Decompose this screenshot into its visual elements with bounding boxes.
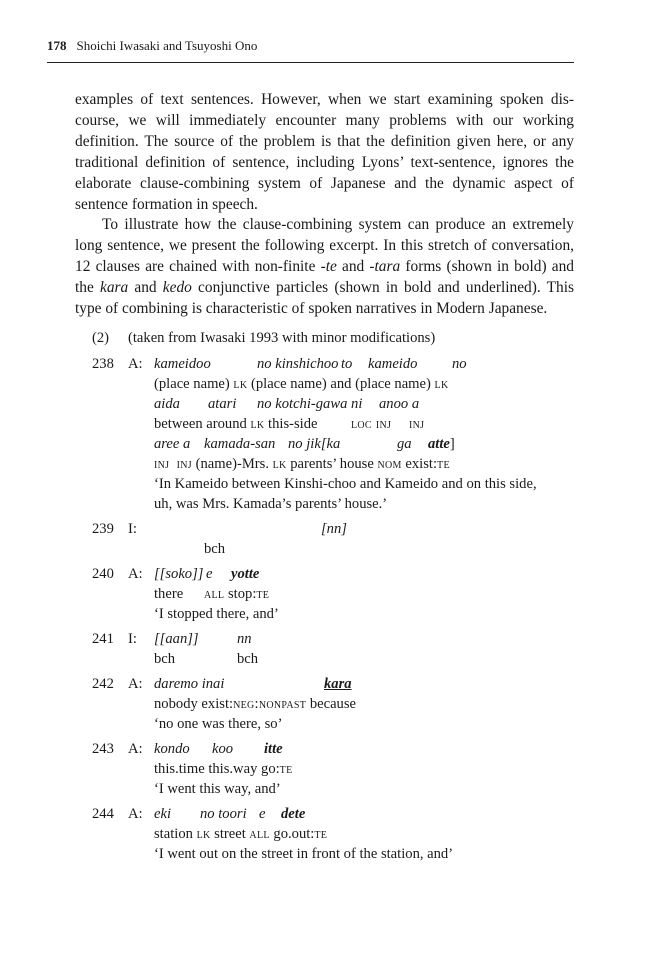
word: no kotchi-gawa ni (257, 396, 363, 412)
word: koo (212, 741, 234, 757)
speaker-238: A: (128, 356, 143, 372)
speaker-242: A: (128, 676, 143, 692)
translation-243: ‘I went this way, and’ (154, 781, 281, 797)
line-num-244: 244 (92, 806, 114, 822)
p2-kara: kara (99, 279, 129, 297)
word: to (341, 356, 353, 372)
word: daremo inai (154, 676, 225, 692)
speaker-243: A: (128, 741, 143, 757)
word: aree a (154, 436, 191, 452)
word: atari (208, 396, 237, 412)
gloss-238-3: inj inj (name)-Mrs. lk parents’ house nom exist:te (154, 456, 450, 472)
running-header (47, 38, 574, 54)
word: aida (154, 396, 180, 412)
example-source: (taken from Iwasaki 1993 with minor modifications) (128, 330, 436, 346)
translation-240: ‘I stopped there, and’ (154, 606, 279, 622)
line-num-239: 239 (92, 521, 114, 537)
speaker-241: I: (128, 631, 137, 647)
body-text (75, 90, 574, 320)
gloss-243: this.time this.way go:te (154, 761, 293, 777)
example-number: (2) (92, 330, 110, 346)
word: ga (397, 436, 412, 452)
line-num-242: 242 (92, 676, 114, 692)
gloss-240-rest: all stop:te (204, 586, 270, 602)
translation-244: ‘I went out on the street in front of the station, and’ (154, 846, 454, 862)
page-number: 178 (47, 38, 67, 53)
p2-text-c: forms (shown in bold) and the (75, 258, 574, 297)
word: eki (154, 806, 172, 822)
p2-text-d: and (128, 279, 163, 297)
word: no kinshichoo (257, 356, 339, 372)
word-dete: dete (281, 806, 306, 822)
line-num-238: 238 (92, 356, 114, 372)
word: e (259, 806, 266, 822)
word: [[aan]] (154, 631, 199, 647)
p2-kedo: kedo (162, 279, 192, 297)
word-atte: atte] (428, 436, 455, 452)
p2-text-b: and (336, 258, 370, 276)
word: kameido (368, 356, 418, 372)
gloss-244: station lk street all go.out:te (154, 826, 328, 842)
header-authors: Shoichi Iwasaki and Tsuyoshi Ono (76, 38, 258, 53)
speaker-240: A: (128, 566, 143, 582)
gloss-238-2-loc: loc inj (351, 416, 392, 432)
gloss-241-1: bch (154, 651, 176, 667)
word: [[soko]] (154, 566, 204, 582)
word: no jik[ka (288, 436, 341, 452)
word: kameidoo (154, 356, 211, 372)
line-num-243: 243 (92, 741, 114, 757)
word: no (452, 356, 467, 372)
speaker-239: I: (128, 521, 137, 537)
word: kondo (154, 741, 190, 757)
word: no toori (200, 806, 247, 822)
word: anoo a (379, 396, 420, 412)
gloss-239: bch (204, 541, 226, 557)
speaker-244: A: (128, 806, 143, 822)
header-rule (47, 62, 574, 63)
word: [nn] (321, 521, 347, 537)
p2-tara: -tara (369, 258, 401, 276)
word-kara: kara (324, 676, 352, 692)
word-yotte: yotte (231, 566, 260, 582)
p2-text-e: conjunctive particles (shown in bold and underlined). This type of combining is characteristic of spoken narratives in Modern Japanese. (75, 279, 574, 318)
gloss-238-2-inj: inj (409, 416, 425, 432)
p2-text-a: To illustrate how the clause-combining system can produce an extremely long sentence, we present the following excerpt. In this stretch of conversation, 12 clauses are chained with non-finite (75, 216, 574, 276)
gloss-241-2: bch (237, 651, 259, 667)
word-itte: itte (264, 741, 283, 757)
p2-te: -te (320, 258, 337, 276)
gloss-238-1: (place name) lk (place name) and (place name) lk (154, 376, 449, 392)
paragraph-1: examples of text sentences. However, when we start examining spoken dis-course, we will immediately encounter many problems with our working definition. The source of the problem is that the definition given here, or any traditional definition of sentence, including Lyons’ text-sentence, ignores the elaborate clause-combining system of Japanese and the dynamic aspect of sentence formation in speech. (75, 91, 574, 213)
line-num-240: 240 (92, 566, 114, 582)
gloss-238-2: between around lk this-side (154, 416, 318, 432)
paragraph-2 (75, 215, 574, 320)
word: e (206, 566, 213, 582)
gloss-242: nobody exist:neg:nonpast because (154, 696, 357, 712)
translation-238-1: ‘In Kameido between Kinshi-choo and Kameido and on this side, (154, 476, 537, 492)
word: kamada-san (204, 436, 276, 452)
word: nn (237, 631, 252, 647)
translation-242: ‘no one was there, so’ (154, 716, 283, 732)
gloss-240-there: there (154, 586, 184, 602)
line-num-241: 241 (92, 631, 114, 647)
translation-238-2: uh, was Mrs. Kamada’s parents’ house.’ (154, 496, 388, 512)
